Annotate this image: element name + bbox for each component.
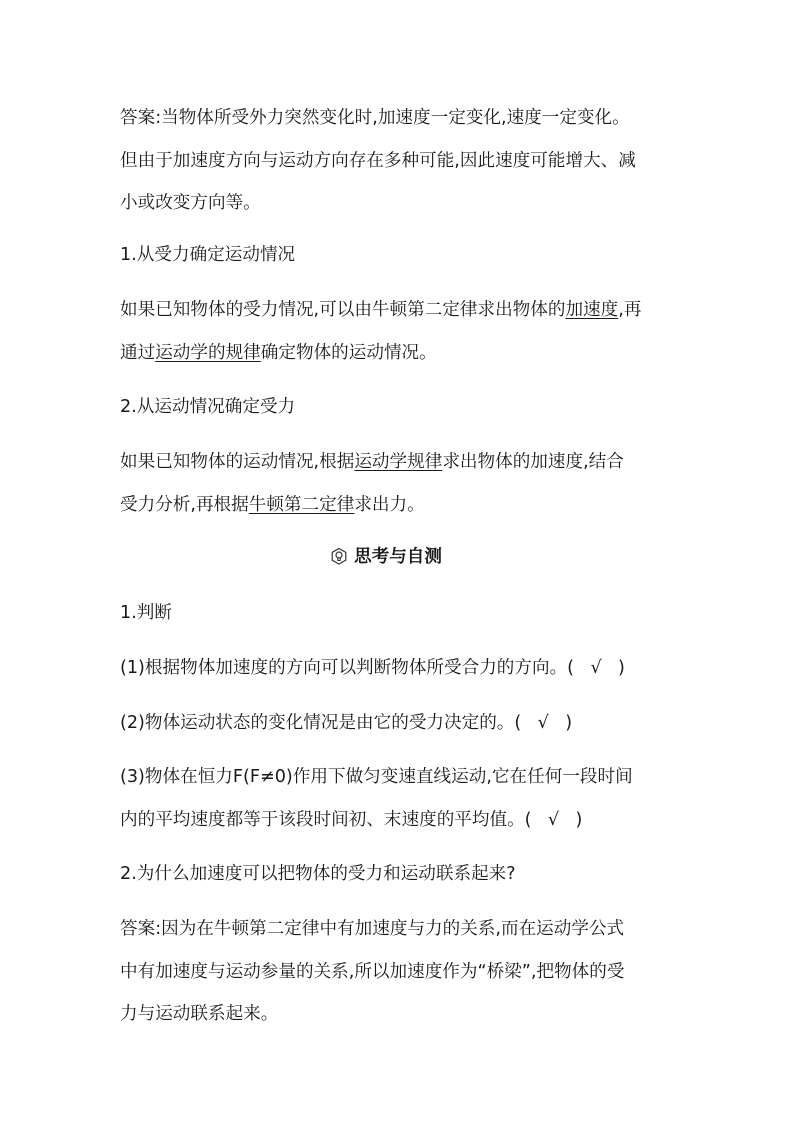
answer-2-line-1: 答案:因为在牛顿第二定律中有加速度与力的关系,而在运动学公式 bbox=[120, 919, 625, 939]
text-run: (1)根据物体加速度的方向可以判断物体所受合力的方向。( bbox=[120, 658, 575, 678]
check-mark: √ bbox=[590, 658, 602, 678]
answer-2-line-2: 中有加速度与运动参量的关系,所以加速度作为“桥梁”,把物体的受 bbox=[120, 962, 625, 982]
section-heading-text: 思考与自测 bbox=[354, 546, 442, 567]
judge-item-1 bbox=[120, 656, 625, 680]
section-1-line-1 bbox=[120, 298, 641, 322]
underlined-answer: 加速度 bbox=[565, 300, 619, 320]
text-run: ,再 bbox=[618, 300, 642, 320]
text-run: ) bbox=[565, 713, 573, 733]
underlined-answer: 牛顿第二定律 bbox=[248, 495, 355, 515]
text-run: 受力分析,再根据 bbox=[120, 495, 249, 515]
section-heading bbox=[330, 545, 442, 569]
judge-item-3-line-2 bbox=[120, 808, 582, 832]
text-run: 内的平均速度都等于该段时间初、末速度的平均值。( bbox=[120, 810, 532, 830]
answer-1-line-3: 小或改变方向等。 bbox=[120, 193, 261, 213]
text-run: 求出物体的加速度,结合 bbox=[442, 452, 624, 472]
underlined-answer: 运动学规律 bbox=[354, 452, 443, 472]
check-mark: √ bbox=[547, 810, 560, 830]
section-2-line-1 bbox=[120, 450, 624, 474]
judge-item-3-line-1: (3)物体在恒力F(F≠0)作用下做匀变速直线运动,它在任何一段时间 bbox=[120, 767, 633, 787]
judge-item-2 bbox=[120, 711, 572, 735]
section-2-line-2 bbox=[120, 493, 425, 517]
text-run: (2)物体运动状态的变化情况是由它的受力决定的。( bbox=[120, 713, 522, 733]
section-2-title: 2.从运动情况确定受力 bbox=[120, 397, 296, 417]
judge-title: 1.判断 bbox=[120, 603, 172, 623]
text-run: 如果已知物体的受力情况,可以由牛顿第二定律求出物体的 bbox=[120, 300, 566, 320]
question-2-title: 2.为什么加速度可以把物体的受力和运动联系起来? bbox=[120, 864, 516, 884]
check-mark: √ bbox=[537, 713, 549, 733]
underlined-answer: 运动学的规律 bbox=[155, 343, 261, 363]
text-run: 通过 bbox=[120, 343, 156, 363]
text-run: 确定物体的运动情况。 bbox=[260, 343, 437, 363]
section-1-title: 1.从受力确定运动情况 bbox=[120, 245, 296, 265]
answer-1-line-1: 答案:当物体所受外力突然变化时,加速度一定变化,速度一定变化。 bbox=[120, 108, 630, 128]
answer-1-line-2: 但由于加速度方向与运动方向存在多种可能,因此速度可能增大、减 bbox=[120, 151, 636, 171]
section-1-line-2 bbox=[120, 341, 437, 365]
text-run: ) bbox=[575, 810, 583, 830]
text-run: ) bbox=[618, 658, 625, 678]
lightbulb-icon bbox=[330, 547, 348, 567]
text-run: 如果已知物体的运动情况,根据 bbox=[120, 452, 355, 472]
text-run: 求出力。 bbox=[354, 495, 425, 515]
answer-2-line-3: 力与运动联系起来。 bbox=[120, 1004, 279, 1024]
